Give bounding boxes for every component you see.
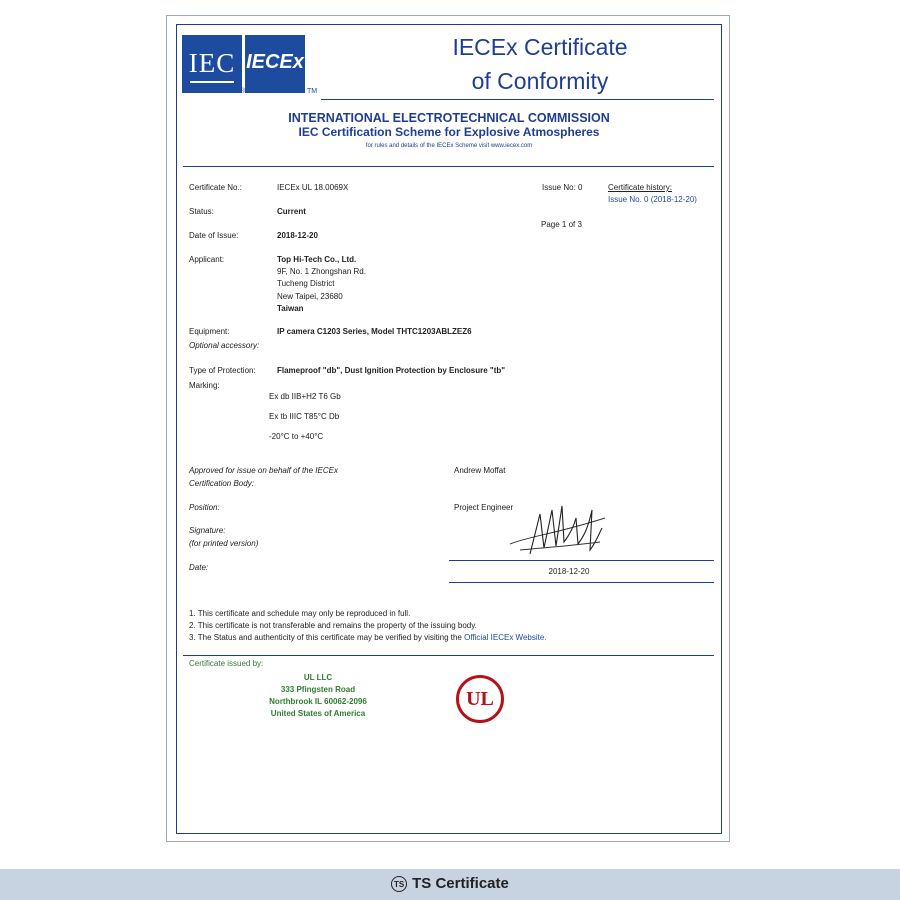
footer-bar <box>0 869 900 900</box>
certificate-title: IECEx Certificate <box>452 34 628 60</box>
applicant-country: Taiwan <box>277 304 304 313</box>
registered-mark: ® <box>240 88 246 95</box>
issue-no: Issue No: 0 <box>542 183 583 192</box>
applicant-address: New Taipei, 23680 <box>277 292 343 301</box>
issued-by-label: Certificate issued by: <box>189 659 264 668</box>
iecex-logo: IECEx <box>245 35 305 93</box>
note-1: 1. This certificate and schedule may only be reproduced in full. <box>189 609 411 618</box>
position-value: Project Engineer <box>454 503 514 512</box>
date-of-issue-label: Date of Issue: <box>189 231 239 240</box>
signature-sublabel: (for printed version) <box>189 539 259 548</box>
applicant-address: 9F, No. 1 Zhongshan Rd. <box>277 267 366 276</box>
certificate-history-value[interactable]: Issue No. 0 (2018-12-20) <box>608 195 697 204</box>
issuer-line: Northbrook IL 60062-2096 <box>269 697 367 706</box>
approved-label: Approved for issue on behalf of the IECEx <box>189 466 338 475</box>
title-divider <box>321 99 714 100</box>
status-value: Current <box>277 207 306 216</box>
notes-divider <box>183 655 714 656</box>
commission-heading: INTERNATIONAL ELECTROTECHNICAL COMMISSION <box>288 111 610 125</box>
certificate-history-label: Certificate history: <box>608 183 673 192</box>
page-number: Page 1 of 3 <box>541 220 582 229</box>
certificate-subtitle: of Conformity <box>471 68 609 94</box>
marking-label: Marking: <box>189 381 220 390</box>
date-of-issue-value: 2018-12-20 <box>277 231 318 240</box>
equipment-value: IP camera C1203 Series, Model THTC1203ABLZEZ6 <box>277 327 472 336</box>
footer-title: TS Certificate <box>412 875 509 892</box>
header-divider <box>183 166 714 167</box>
equipment-label: Equipment: <box>189 327 230 336</box>
issuer-line: 333 Pfingsten Road <box>280 685 356 694</box>
position-label: Position: <box>189 503 220 512</box>
marking-line: -20°C to +40°C <box>269 432 324 441</box>
date-label: Date: <box>189 563 209 572</box>
note-3: 3. The Status and authenticity of this certificate may be verified by visiting the Official IECEx Website. <box>189 633 547 642</box>
approver-name: Andrew Moffat <box>454 466 506 475</box>
note-2: 2. This certificate is not transferable and remains the property of the issuing body. <box>189 621 477 630</box>
marking-line: Ex tb IIIC T85°C Db <box>269 412 340 421</box>
issuer-line: UL LLC <box>303 673 333 682</box>
certificate-no-value: IECEx UL 18.0069X <box>277 183 349 192</box>
trademark: TM <box>307 88 318 95</box>
ts-logo-icon: TS <box>391 876 407 892</box>
footer-brand <box>0 875 900 892</box>
optional-accessory-label: Optional accessory: <box>189 341 260 350</box>
type-of-protection-value: Flameproof "db", Dust Ignition Protection by Enclosure "tb" <box>277 366 506 375</box>
certificate-no-label: Certificate No.: <box>189 183 242 192</box>
scheme-heading: IEC Certification Scheme for Explosive Atmospheres <box>298 125 600 139</box>
ul-logo: UL <box>456 675 504 723</box>
date-divider <box>449 582 714 583</box>
scheme-rules: for rules and details of the IECEx Scheme visit www.iecex.com <box>365 143 533 149</box>
marking-line: Ex db IIB+H2 T6 Gb <box>269 392 341 401</box>
signature-divider <box>449 560 714 561</box>
type-of-protection-label: Type of Protection: <box>189 366 256 375</box>
approval-date: 2018-12-20 <box>548 567 590 576</box>
approved-label: Certification Body: <box>189 479 254 488</box>
applicant-label: Applicant: <box>189 255 225 264</box>
official-iecex-website-link[interactable]: Official IECEx Website. <box>464 633 547 642</box>
signature-label: Signature: <box>189 526 226 535</box>
signature-image <box>500 496 615 558</box>
iec-logo: IEC <box>182 35 242 93</box>
status-label: Status: <box>189 207 214 216</box>
issuer-line: United States of America <box>270 709 366 718</box>
applicant-name: Top Hi-Tech Co., Ltd. <box>277 255 357 264</box>
applicant-address: Tucheng District <box>277 279 335 288</box>
